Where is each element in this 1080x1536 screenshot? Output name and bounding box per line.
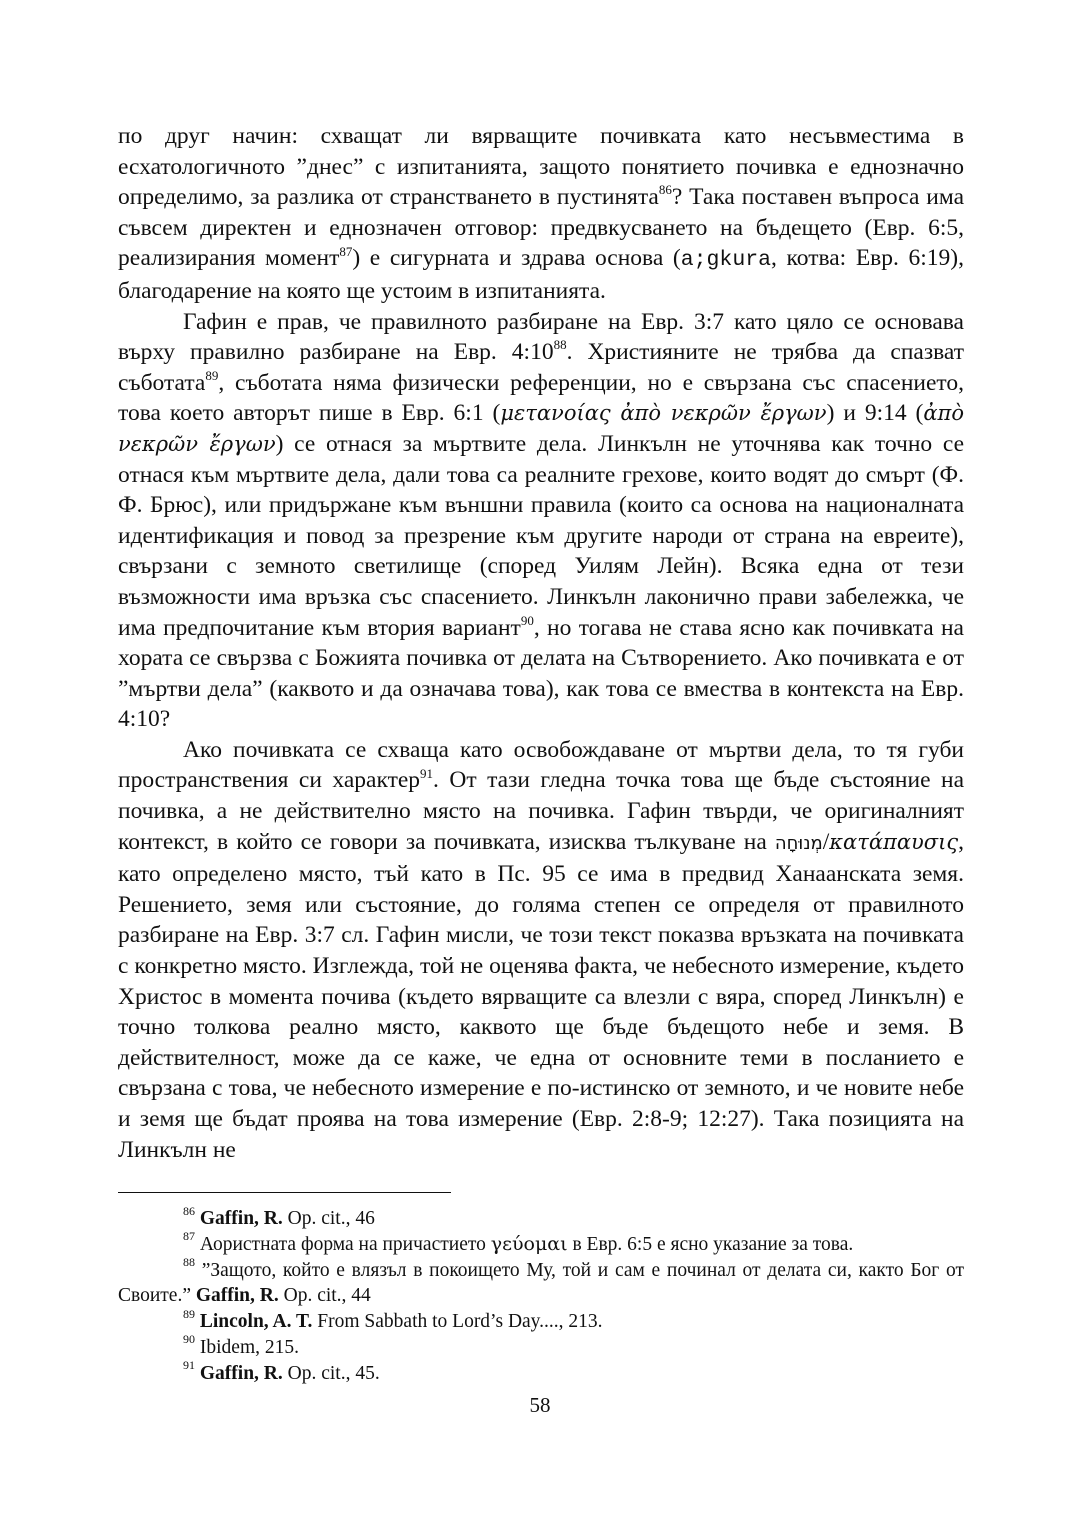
footnote-number: 91 <box>183 1358 195 1373</box>
greek-phrase: μετανοίας ἀπὸ νεκρῶν ἔργων <box>500 401 827 426</box>
footnote-text: Op. cit., 45. <box>282 1362 380 1384</box>
footnote-87 <box>118 1229 964 1258</box>
footnote-88 <box>118 1255 964 1310</box>
footnotes <box>118 1203 964 1387</box>
footnote-number: 89 <box>183 1306 195 1321</box>
footnote-text: From Sabbath to Lord’s Day...., 213. <box>312 1311 603 1333</box>
author-name: Gaffin, R. <box>199 1208 283 1229</box>
text-run: , но тогава не става ясно как почивката на хората се свързва с Божията почивка от делата на Сътворението. Ако почивката е от ”мъртви дела” (каквото и да означава това), как това се вмества в контекста на Евр. 4:10? <box>118 614 964 733</box>
footnote-ref-90[interactable]: 90 <box>520 612 534 628</box>
text-run: по друг начин: схващат ли вярващите почивката като несъвместима в есхатологичното ”днес” с изпитанията, защото понятието почивка е еднозначно определимо, за разлика от странстването в пустинята <box>118 123 964 211</box>
text-run: ? Така поставен въпроса има съвсем директен и еднозначен отговор: предвкусването на бъдещето (Евр. 6:5, реализирания момент <box>118 184 964 272</box>
transliterated-word: a;gkura <box>680 248 772 273</box>
text-run: ) се отнася за мъртвите дела. Линкълн не уточнява как точно се отнася към мъртвите дела, дали това са реалните грехове, които водят до смърт (Ф. Ф. Брюс), или придържане към външни правила (които са основа на националната идентификация и повод за презрение към другите народи от страна на евреите), свързани с земното светилище (според Уилям Лейн). Всяка една от тези възможности има връзка със спасението. Линкълн лаконично прави забележка, че има предпочитание към втория вариант <box>118 430 964 641</box>
text-run: ) е сигурната и здрава основа ( <box>352 245 681 272</box>
text-run: Гафин е прав, че правилното разбиране на Евр. 3:7 като цяло се основава върху правилно разбиране на Евр. 4:10 <box>118 308 964 366</box>
footnote-91 <box>118 1358 964 1387</box>
footnote-number: 90 <box>183 1332 195 1347</box>
footnote-text: ”Защото, който е влязъл в покоището Му, той и сам е починал от делата си, както Бог от Своите.” <box>118 1259 964 1307</box>
page-number: 58 <box>529 1393 551 1417</box>
text-run: , съботата няма физически референции, но е свързана със спасението, това което авторът пише в Евр. 6:1 ( <box>118 369 964 427</box>
text-run: Ако почивката се схваща като освобождаване от мъртви дела, то тя губи пространствения си характер <box>118 736 964 794</box>
footnote-ref-91[interactable]: 91 <box>420 765 434 781</box>
footnote-86 <box>118 1203 964 1232</box>
paragraph-2 <box>118 307 964 735</box>
text-run: / <box>822 828 830 855</box>
greek-word: κατάπαυσις <box>829 829 959 854</box>
text-run: , котва: Евр. 6:19), благодарение на която ще устоим в изпитанията. <box>118 245 964 304</box>
text-run: . От тази гледна точка това ще бъде състояние на почивка, а не действително място на почивка. Гафин твърди, че оригиналният контекст, в който се говори за почивката, изисква тълкуване на <box>118 767 964 855</box>
footnote-text: Op. cit., 44 <box>278 1285 371 1307</box>
footnote-number: 86 <box>183 1203 195 1218</box>
footnote-text: Op. cit., 46 <box>282 1208 375 1229</box>
greek-word: γεύομαι <box>490 1232 568 1255</box>
main-text <box>118 121 964 1165</box>
paragraph-1 <box>118 121 964 307</box>
footnote-text: Ibidem, 215. <box>195 1336 299 1358</box>
paragraph-3 <box>118 735 964 1165</box>
footnote-ref-89[interactable]: 89 <box>205 367 219 383</box>
greek-phrase: ἀπὸ νεκρῶν ἔργων <box>118 401 964 456</box>
text-run: . Християните не трябва да спазват съботата <box>118 339 965 396</box>
footnote-90 <box>118 1332 964 1361</box>
hebrew-word: מְנוּחָה <box>774 832 823 854</box>
footnote-text: в Евр. 6:5 е ясно указание за това. <box>567 1233 854 1255</box>
footnote-separator <box>118 1192 451 1193</box>
footnote-ref-88[interactable]: 88 <box>553 337 567 353</box>
author-name: Gaffin, R. <box>199 1362 283 1384</box>
footnote-89 <box>118 1306 964 1335</box>
text-run: ) и 9:14 ( <box>826 400 924 427</box>
footnote-text: Аористната форма на причастието <box>195 1233 491 1255</box>
author-name: Gaffin, R. <box>195 1285 279 1307</box>
footnote-ref-87[interactable]: 87 <box>339 243 353 259</box>
author-name: Lincoln, A. T. <box>199 1311 313 1333</box>
footnote-number: 88 <box>183 1255 195 1270</box>
footnote-ref-86[interactable]: 86 <box>658 182 672 198</box>
footnote-number: 87 <box>183 1229 195 1244</box>
text-run: , като определено място, тъй като в Пс. 95 се има в предвид Ханаанската земя. Решението, земя или състояние, до голяма степен се определя от правилното разбиране на Евр. 3:7 сл. Гафин мисли, че този текст показва връзката на почивката с конкретно място. Изглежда, той не оценява факта, че небесното измерение, където Христос в момента почива (където вярващите са влезли с вяра, според Линкълн) е точно толкова реално място, каквото ще бъде бъдещото небе и земя. В действителност, може да се каже, че една от основните теми в посланието е свързана с това, че небесното измерение е по-истинско от земното, и че новите небе и земя ще бъдат проява на това измерение (Евр. 2:8-9; 12:27). Така позицията на Линкълн не <box>118 828 964 1163</box>
